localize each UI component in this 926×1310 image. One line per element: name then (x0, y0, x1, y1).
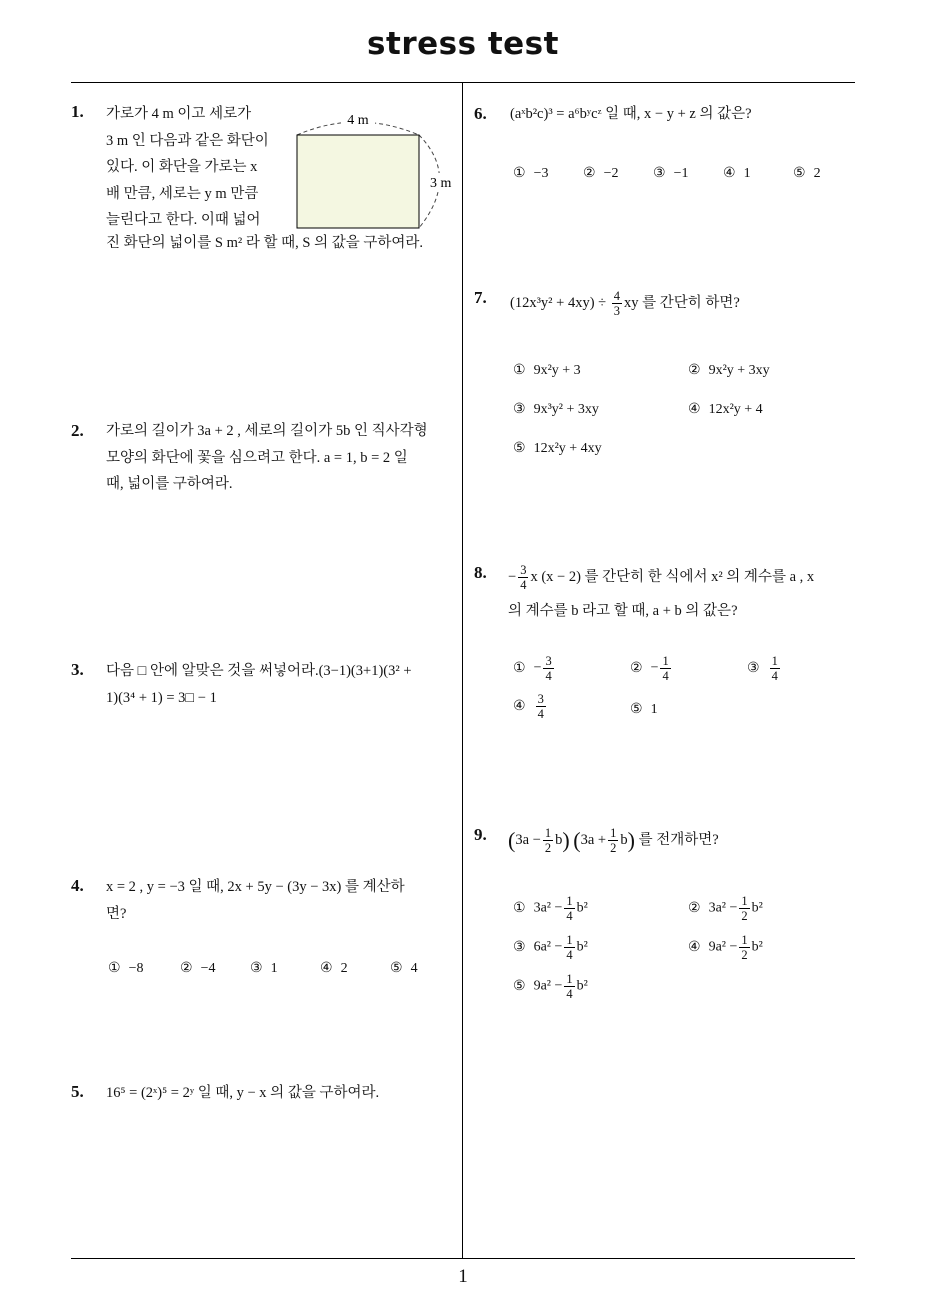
choice-4[interactable]: ④ 12x²y + 4 (688, 402, 763, 417)
text-line: x = 2 , y = −3 일 때, 2x + 5y − (3y − 3x) 를 계산하 (106, 879, 405, 895)
page-title: stress test (367, 26, 559, 62)
bottom-rule (71, 1258, 855, 1259)
question-number: 8. (474, 563, 487, 582)
flowerbed-figure (285, 105, 460, 235)
choice-3[interactable]: ③ 1 (250, 961, 278, 976)
page-number: 1 (458, 1266, 468, 1287)
question-text-last-line: 진 화단의 넓이를 S m² 라 할 때, S 의 값을 구하여라. (106, 235, 423, 251)
question-text: (3a − $\frac{1}{2}$ b) (3a + $\frac{1}{2}$ b) 를 전개하면? (508, 826, 719, 855)
flowerbed-rect (297, 135, 419, 228)
choice-2[interactable]: ② −2 (583, 166, 619, 181)
choice-4[interactable]: ④ 9a² − $\frac{1}{2}$ b² (688, 933, 763, 962)
choice-5[interactable]: ⑤ 12x²y + 4xy (513, 441, 602, 456)
question-text (106, 874, 456, 927)
choice-3[interactable]: ③ 9x³y² + 3xy (513, 402, 599, 417)
choice-5[interactable]: ⑤ 1 (630, 702, 658, 717)
question-number: 4. (71, 876, 84, 895)
text-line: 면? (106, 905, 127, 922)
question-number: 9. (474, 825, 487, 844)
question-text (106, 418, 456, 498)
height-label: 3 m (430, 176, 452, 191)
choice-1[interactable]: ① 9x²y + 3 (513, 363, 581, 378)
text-line: 배 만큼, 세로는 y m 만큼 (106, 185, 259, 202)
text-line: 모양의 화단에 꽃을 심으려고 한다. a = 1, b = 2 일 (106, 449, 408, 466)
text-line: 가로가 4 m 이고 세로가 (106, 106, 252, 122)
choice-1[interactable]: ① −3 (513, 166, 549, 181)
choice-5[interactable]: ⑤ 4 (390, 961, 418, 976)
question-number: 2. (71, 421, 84, 440)
question-text (106, 658, 461, 711)
fraction: $\frac{4}{3}$ (613, 289, 620, 318)
choice-1[interactable]: ① 3a² − $\frac{1}{4}$ b² (513, 894, 588, 923)
question-text: 16⁵ = (2ˣ)⁵ = 2ʸ 일 때, y − x 의 값을 구하여라. (106, 1085, 380, 1101)
text-line: 때, 넓이를 구하여라. (106, 476, 233, 492)
question-number: 1. (71, 102, 84, 121)
question-number: 5. (71, 1082, 84, 1101)
text-line: 다음 □ 안에 알맞은 것을 써넣어라.(3−1)(3+1)(3² + (106, 663, 412, 679)
fraction: $\frac{3}{4}$ (520, 563, 527, 592)
question-number: 3. (71, 660, 84, 679)
question-text (508, 563, 863, 625)
choice-4[interactable]: ④ 1 (723, 166, 751, 181)
choice-1[interactable]: ① − $\frac{3}{4}$ (513, 654, 552, 683)
top-rule (71, 82, 855, 83)
width-label: 4 m (347, 113, 369, 128)
question-number: 6. (474, 104, 487, 123)
choice-3[interactable]: ③ $\frac{1}{4}$ (747, 654, 778, 683)
choice-2[interactable]: ② 9x²y + 3xy (688, 363, 770, 378)
choice-5[interactable]: ⑤ 9a² − $\frac{1}{4}$ b² (513, 972, 588, 1001)
choice-3[interactable]: ③ 6a² − $\frac{1}{4}$ b² (513, 933, 588, 962)
choice-2[interactable]: ② − $\frac{1}{4}$ (630, 654, 669, 683)
text-line: 있다. 이 화단을 가로는 x (106, 159, 258, 175)
text-line: 1)(3⁴ + 1) = 3□ − 1 (106, 689, 217, 706)
text-line: 3 m 인 다음과 같은 화단이 (106, 132, 269, 149)
text-line: 의 계수를 b 라고 할 때, a + b 의 값은? (508, 603, 738, 619)
question-text (106, 101, 291, 234)
text-line: 가로의 길이가 3a + 2 , 세로의 길이가 5b 인 직사각형 (106, 423, 428, 439)
text-line: − $\frac{3}{4}$ x (x − 2) 를 간단히 한 식에서 x² 의 계수를 a , x (508, 563, 815, 592)
text-line: 늘린다고 한다. 이때 넓어 (106, 212, 261, 228)
choice-2[interactable]: ② 3a² − $\frac{1}{2}$ b² (688, 894, 763, 923)
question-text: (aˣb²c)³ = a⁶bʸcᶻ 일 때, x − y + z 의 값은? (510, 106, 752, 122)
choice-1[interactable]: ① −8 (108, 961, 144, 976)
question-text: (12x³y² + 4xy) ÷ $\frac{4}{3}$ xy 를 간단히 하면? (510, 289, 740, 318)
choice-3[interactable]: ③ −1 (653, 166, 689, 181)
choice-4[interactable]: ④ 2 (320, 961, 348, 976)
choice-5[interactable]: ⑤ 2 (793, 166, 821, 181)
column-divider (462, 83, 463, 1259)
choice-2[interactable]: ② −4 (180, 961, 216, 976)
question-number: 7. (474, 288, 487, 307)
choice-4[interactable]: ④ $\frac{3}{4}$ (513, 692, 544, 721)
